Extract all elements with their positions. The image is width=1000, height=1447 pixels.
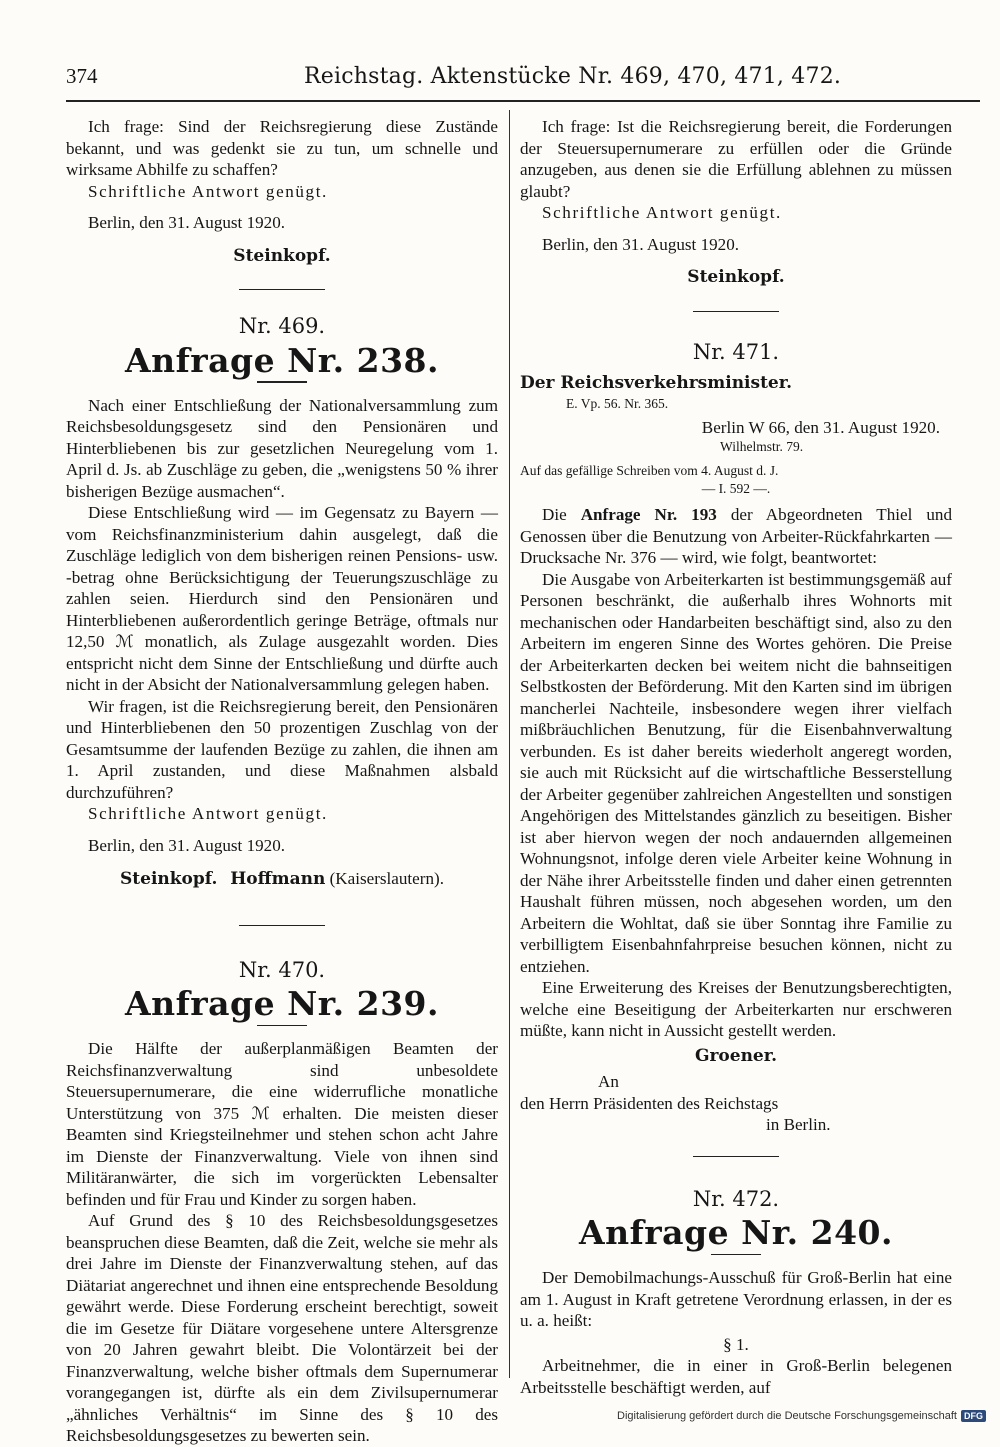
signatures: [66, 868, 498, 891]
column-divider: [509, 110, 510, 1378]
digitization-footer: [617, 1410, 986, 1422]
address-line: in Berlin.: [766, 1115, 831, 1134]
signature-1: Steinkopf.: [120, 869, 218, 889]
street-address: Wilhelmstr. 79.: [720, 439, 804, 454]
paragraph-bold: Anfrage Nr. 193: [580, 505, 717, 524]
paragraph: Die Hälfte der außerplanmäßigen Beamten der Reichsfinanzverwaltung sind unbesoldete Steuersupernumerare, die eine widerrufliche monatliche Unterstützung von 375 ℳ erhalten. Die meisten dieser Beamten sind Kriegsteilnehmer und stehen schon acht Jahre im Dienste der Finanzverwaltung. Viele von ihnen sind Militäranwärter, die sich im vorgerückten Lebensalter befinden und für Frau und Kinder zu sorgen haben.: [66, 1039, 498, 1209]
paragraph: Wir fragen, ist die Reichsregierung bereit, den Pensionären und Hinterbliebenen den 50 prozentigen Zuschlag von der Gesamtsumme der laufenden Bezüge zu zahlen, die ihnen am 1. April zustanden, und diese Maßnahmen alsbald durchzuführen?: [66, 696, 498, 802]
signature: Steinkopf.: [687, 267, 785, 287]
signature-2: Hoffmann: [230, 869, 326, 889]
place-date: Berlin, den 31. August 1920.: [542, 234, 740, 254]
address-line: den Herrn Präsidenten des Reichstags: [520, 1093, 779, 1113]
title-rule: [711, 1254, 761, 1256]
section-471: [520, 339, 952, 1136]
place-date: Berlin, den 31. August 1920.: [88, 835, 286, 855]
section-rule: [239, 925, 325, 926]
signature: Steinkopf.: [233, 245, 331, 266]
intro-question: Ich frage: Ist die Reichsregierung bereit, die Forderungen der Steuersupernumerare zu erfüllen oder die Gründe anzugeben, aus denen sie die Erfüllung ablehnen zu müssen glaubt?: [520, 117, 952, 201]
address-block: [520, 1071, 952, 1136]
paragraph: Die Ausgabe von Arbeiterkarten ist bestimmungsgemäß auf Personen beschränkt, die außerhalb ihres Wohnorts mit mechanischen oder Handarbeiten beschäftigt sind, also zu den Arbeitern im engeren Sinne des Wortes gehören. Die Preise der Arbeiterkarten decken bei weitem nicht die bahnseitigen Selbstkosten der Beförderung. Mit den Karten sind im übrigen mancherlei Nachteile, insbesondere wegen ihrer vielfach mißbräuchlichen Benutzung, für die Eisenbahnverwaltung verbunden. Es ist daher bereits wiederholt angeregt worden, sie auch mit Rücksicht auf die wirtschaftliche Besserstellung der Arbeiter gegenüber zahlreichen Angestellten und sonstigen Angehörigen des Mittelstandes gänzlich zu beseitigen. Bisher ist aber hiervon wegen der noch andauernden allgemeinen Wohnungsnot, infolge deren viele Arbeiter keine Wohnung in der Nähe ihrer Arbeitsstelle finden und daher einen getrennten Haushalt führen müssen, noch abgesehen worden, um den Arbeitern die Wohltat, daß sie über Sonntag ihre Familie zu verbilligtem Eisenbahnfahrpreise besuchen können, nicht zu entziehen.: [520, 569, 952, 976]
sender-minister: Der Reichsverkehrsminister.: [520, 373, 793, 393]
section-title: Anfrage Nr. 238.: [125, 340, 439, 380]
section-number: Nr. 472.: [692, 1186, 780, 1211]
right-column: [520, 116, 952, 1398]
paragraph: Eine Erweiterung des Kreises der Benutzungsberechtigten, welche eine Beseitigung der Arbeiterkarten nur erschweren müßte, kann nicht in Aussicht gestellt werden.: [520, 978, 952, 1040]
section-rule: [693, 311, 779, 312]
section-rule: [693, 1156, 779, 1157]
file-reference: E. Vp. 56. Nr. 365.: [566, 395, 669, 411]
paragraph: Diese Entschließung wird — im Gegensatz zu Bayern — vom Reichsfinanzministerium dahin ausgelegt, daß die Zuschläge lediglich von dem bisherigen reinen Pensions- usw. -betrag ohne Berücksichtigung der Teuerungszuschläge zu zahlen seien. Hierdurch sind den Pensionären und Hinterbliebenen außerordentlich geringe Beträge, oftmals nur 12,50 ℳ monatlich, als Zulage ausgezahlt worden. Dies entspricht nicht dem Sinne der Entschließung und dürfte auch nicht in der Absicht der Nationalversammlung gelegen haben.: [66, 503, 498, 694]
section-rule: [239, 289, 325, 290]
dfg-logo-icon: DFG: [961, 1410, 986, 1422]
address-line: An: [598, 1072, 619, 1091]
page-number: 374: [66, 64, 98, 88]
place-date: Berlin, den 31. August 1920.: [88, 213, 286, 232]
section-number: Nr. 471.: [692, 339, 780, 364]
intro-question: Ich frage: Sind der Reichsregierung diese Zustände bekannt, und was gedenkt sie zu tun, um schnelle und wirksame Abhilfe zu schaffen?: [66, 117, 498, 179]
paragraph: [520, 504, 952, 569]
paragraph: Auf Grund des § 10 des Reichsbesoldungsgesetzes beanspruchen diese Beamten, daß die Zeit, welche sie mehr als drei Jahre im Dienste der Finanzverwaltung stehen, auf das Diätariat angerechnet und ihnen eine entsprechende Besoldung gewährt werde. Diese Forderung erscheint berechtigt, soweit die im Gesetze für Diätare vorgesehene untere Altersgrenze von 20 Jahren gewahrt bleibt. Die Volontärzeit bei der Finanzverwaltung, welche bisher oftmals dem Supernumerar vorangegangen ist, dürfte als ein dem Zivilsupernumerar „ähnliches Verhältnis“ im Sinne des § 10 des Reichsbesoldungsgesetzes zu bewerten sein.: [66, 1211, 498, 1445]
signature: Groener.: [694, 1045, 778, 1066]
section-title: Anfrage Nr. 239.: [125, 984, 439, 1023]
title-rule: [257, 381, 307, 383]
footer-text: Digitalisierung gefördert durch die Deutsche Forschungsgemeinschaft: [617, 1410, 957, 1422]
section-469: [66, 316, 498, 891]
paragraph-prefix: Die: [542, 505, 567, 524]
paragraph-rest: der Abgeordneten Thiel und Genossen über die Benutzung von Arbeiter-Rückfahrkarten — Drucksache Nr. 376 — wird, wie folgt, beantwortet:: [520, 505, 952, 567]
reply-note: Schriftliche Antwort genügt.: [88, 804, 328, 823]
letter-reference: Auf das gefällige Schreiben vom 4. August d. J.: [520, 463, 779, 478]
left-column: [66, 116, 498, 1447]
section-472: [520, 1186, 952, 1399]
section-470: [66, 957, 498, 1447]
reply-note: Schriftliche Antwort genügt.: [88, 181, 328, 201]
paragraph: Nach einer Entschließung der Nationalversammlung zum Reichsbesoldungsgesetz sind den Pensionären und Hinterbliebenen bis zur gesetzlichen Neuregelung vom 1. April d. Js. ab Zuschläge zu geben, die „wenigstens 50 % ihrer bisherigen Bezüge ausmachen“.: [66, 395, 498, 501]
section-title: Anfrage Nr. 240.: [579, 1213, 893, 1252]
paragraph: Arbeitnehmer, die in einer in Groß-Berlin belegenen Arbeitsstelle beschäftigt werden, auf: [520, 1356, 952, 1397]
running-title: Reichstag. Aktenstücke Nr. 469, 470, 471, 472.: [304, 64, 842, 89]
letter-number: — I. 592 —.: [701, 481, 771, 496]
title-rule: [257, 1025, 307, 1027]
page-header: [66, 64, 980, 102]
signature-2-note: (Kaiserslautern).: [329, 869, 444, 888]
dateline: Berlin W 66, den 31. August 1920.: [701, 417, 940, 437]
section-mark: § 1.: [723, 1334, 749, 1354]
paragraph: Der Demobilmachungs-Ausschuß für Groß-Berlin hat eine am 1. August in Kraft getretene Verordnung erlassen, in der es u. a. heißt:: [520, 1268, 952, 1330]
section-number: Nr. 469.: [238, 314, 326, 338]
reply-note: Schriftliche Antwort genügt.: [542, 203, 782, 222]
section-number: Nr. 470.: [238, 957, 326, 982]
